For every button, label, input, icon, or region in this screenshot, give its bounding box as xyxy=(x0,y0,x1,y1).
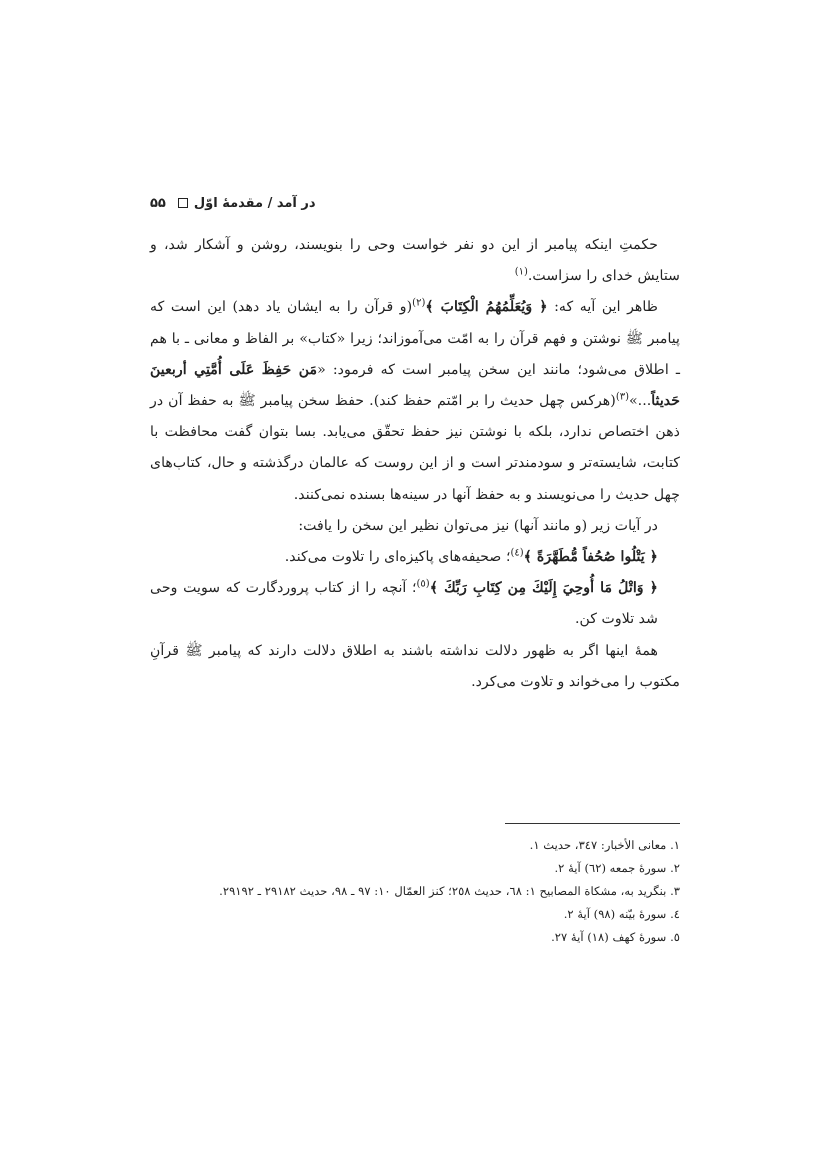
verse-line-2 xyxy=(150,573,680,635)
footnote-ref-2: (۲) xyxy=(412,297,426,309)
paragraph-2-text-d: (هرکس چهل حدیث را بر امّتم حفظ کند). حفظ سخن پیامبر ﷺ به حفظ آن در ذهن اختصاص ندارد، بلکه با نوشتن نیز حفظ تحقّق می‌یابد. بسا بتوان گفت محافظت با کتابت، شایسته‌تر و سودمندتر است و از این روست که عالمان درگذشته و حال، کتاب‌های چهل حدیث را می‌نویسند و به حفظ آنها در سینه‌ها بسنده نمی‌کنند. xyxy=(150,393,680,503)
footnote-ref-3: (۳) xyxy=(615,391,629,403)
main-text xyxy=(150,230,680,698)
paragraph-2 xyxy=(150,292,680,510)
page-number: ۵۵ xyxy=(150,196,166,211)
footnote-2: ٢. سورهٔ جمعه (٦٢) آیهٔ ٢. xyxy=(554,861,680,875)
footnote-3: ٣. بنگرید به، مشکاة المصابیح ١: ٦٨، حدیث ٢٥٨؛ کنز العمّال ١٠: ٩٧ ـ ٩٨، حدیث ٢٩١٨٢ ـ ٢٩١٩٢. xyxy=(219,884,680,898)
verse-line-1-text: ؛ صحیفه‌های پاکیزه‌ای را تلاوت می‌کند. xyxy=(284,549,511,566)
paragraph-1 xyxy=(150,230,680,292)
paragraph-4: همهٔ اینها اگر به ظهور دلالت نداشته باشند به اطلاق دلالت دارند که پیامبر ﷺ قرآنِ مکتوب را می‌خواند و تلاوت می‌کرد. xyxy=(150,642,680,690)
verse-line-2-text: ؛ آنچه را از کتاب پروردگارت که سویت وحی شد تلاوت کن. xyxy=(150,580,658,628)
verse-line-1 xyxy=(150,542,680,573)
paragraph-2-text-c: ...» xyxy=(629,393,652,410)
footnote-divider xyxy=(505,823,680,824)
paragraph-1-text: حکمتِ اینکه پیامبر از این دو نفر خواست وحی را بنویسند، روشن و آشکار شد، و ستایش خدای را سزاست. xyxy=(150,237,680,285)
footnote-ref-1: (۱) xyxy=(514,266,528,278)
quran-verse-3: ﴿ وَاتْلُ مَا أُوحِيَ إِلَيْكَ مِن كِتَابِ رَبِّكَ ﴾ xyxy=(429,580,658,597)
square-bullet-icon xyxy=(178,198,188,208)
footnote-ref-5: (٥) xyxy=(416,578,430,590)
footnote-ref-4: (٤) xyxy=(510,547,524,559)
footnote-5: ٥. سورهٔ کهف (١٨) آیهٔ ٢٧. xyxy=(551,930,680,944)
paragraph-2-text-b: (و قرآن را به ایشان یاد دهد) این است که پیامبر ﷺ نوشتن و فهم قرآن را به امّت می‌آموزاند؛ زیرا «کتاب» بر الفاظ و معانی ـ با هم ـ اطلاق می‌شود؛ مانند این سخن پیامبر است که فرمود: « xyxy=(150,299,681,378)
paragraph-3: در آیات زیر (و مانند آنها) نیز می‌توان نظیر این سخن را یافت: xyxy=(298,517,658,534)
footnote-1: ١. معانی الأخبار: ٣٤٧، حدیث ١. xyxy=(529,838,680,852)
quran-verse-1: ﴿ وَيُعَلِّمُهُمُ الْكِتَابَ ﴾ xyxy=(425,299,548,316)
footnotes xyxy=(150,834,680,949)
hadith-quote: مَن حَفِظَ عَلَى أُمَّتِي أربعينَ حَديثاً xyxy=(150,361,680,410)
footnote-4: ٤. سورهٔ بیّنه (٩٨) آیهٔ ٢. xyxy=(563,907,680,921)
section-title: در آمد / مقدمهٔ اوّل xyxy=(193,196,316,211)
quran-verse-2: ﴿ يَتْلُوا صُحُفاً مُّطَهَّرَةً ﴾ xyxy=(523,549,658,566)
running-header xyxy=(150,196,680,211)
paragraph-2-text-a: ظاهر این آیه که: xyxy=(547,299,659,316)
